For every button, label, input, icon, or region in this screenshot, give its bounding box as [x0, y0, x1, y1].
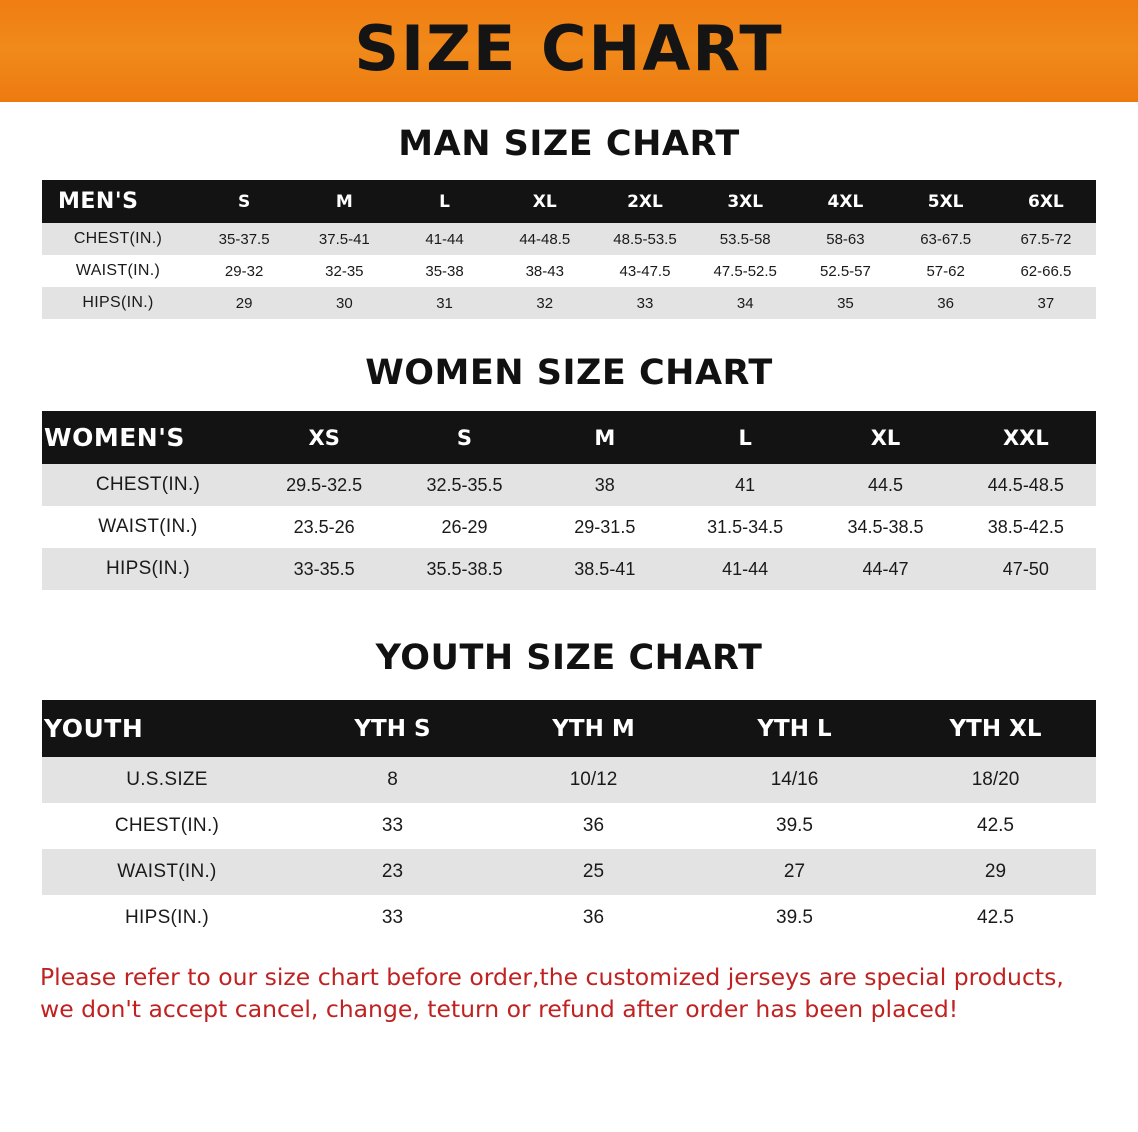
table-header-cell: WOMEN'S — [42, 411, 254, 464]
table-cell: 29-31.5 — [535, 506, 675, 548]
table-header-cell: S — [394, 411, 534, 464]
table-header-cell: YOUTH — [42, 700, 292, 757]
table-cell: 31.5-34.5 — [675, 506, 815, 548]
table-cell: 41 — [675, 464, 815, 506]
table-cell: 33 — [292, 895, 493, 941]
table-cell: 38.5-41 — [535, 548, 675, 590]
table-header-cell: L — [675, 411, 815, 464]
youth-section-title: YOUTH SIZE CHART — [375, 638, 763, 678]
table-header-cell: YTH S — [292, 700, 493, 757]
disclaimer-line-2: we don't accept cancel, change, teturn or refund after order has been placed! — [40, 995, 959, 1024]
page-banner — [0, 0, 1138, 102]
table-cell: 18/20 — [895, 757, 1096, 803]
table-cell: 47-50 — [956, 548, 1096, 590]
table-header-cell: XL — [495, 180, 595, 223]
disclaimer-line-1: Please refer to our size chart before order,the customized jerseys are special products, — [40, 963, 1064, 991]
table-cell: 39.5 — [694, 803, 895, 849]
table-cell: 36 — [896, 287, 996, 319]
table-header-cell: L — [394, 180, 494, 223]
table-header-cell: S — [194, 180, 294, 223]
table-cell: 27 — [694, 849, 895, 895]
table-cell: 36 — [493, 895, 694, 941]
man-table-wrapper — [42, 180, 1096, 319]
row-label: CHEST(IN.) — [42, 803, 292, 849]
table-cell: 14/16 — [694, 757, 895, 803]
table-row — [42, 548, 1096, 590]
table-cell: 57-62 — [896, 255, 996, 287]
table-cell: 31 — [394, 287, 494, 319]
table-row — [42, 506, 1096, 548]
table-cell: 37 — [996, 287, 1096, 319]
table-header-cell: XS — [254, 411, 394, 464]
table-cell: 35-37.5 — [194, 223, 294, 255]
table-header-cell: MEN'S — [42, 180, 194, 223]
table-cell: 35.5-38.5 — [394, 548, 534, 590]
table-cell: 38.5-42.5 — [956, 506, 1096, 548]
table-cell: 32-35 — [294, 255, 394, 287]
table-cell: 53.5-58 — [695, 223, 795, 255]
table-header-cell: M — [294, 180, 394, 223]
table-cell: 44-48.5 — [495, 223, 595, 255]
row-label: HIPS(IN.) — [42, 548, 254, 590]
table-row — [42, 895, 1096, 941]
table-cell: 36 — [493, 803, 694, 849]
disclaimer-note — [40, 961, 1098, 1026]
row-label: U.S.SIZE — [42, 757, 292, 803]
row-label: WAIST(IN.) — [42, 255, 194, 287]
table-cell: 52.5-57 — [795, 255, 895, 287]
table-cell: 38 — [535, 464, 675, 506]
table-header-cell: M — [535, 411, 675, 464]
table-cell: 34.5-38.5 — [815, 506, 955, 548]
row-label: CHEST(IN.) — [42, 464, 254, 506]
table-cell: 37.5-41 — [294, 223, 394, 255]
table-cell: 44-47 — [815, 548, 955, 590]
table-cell: 35-38 — [394, 255, 494, 287]
youth-size-table — [42, 700, 1096, 941]
table-header-cell: XXL — [956, 411, 1096, 464]
table-row — [42, 849, 1096, 895]
table-cell: 33 — [292, 803, 493, 849]
table-header-cell: 5XL — [896, 180, 996, 223]
table-row — [42, 223, 1096, 255]
table-cell: 32 — [495, 287, 595, 319]
table-cell: 42.5 — [895, 803, 1096, 849]
table-cell: 41-44 — [394, 223, 494, 255]
table-cell: 38-43 — [495, 255, 595, 287]
row-label: WAIST(IN.) — [42, 849, 292, 895]
women-table-wrapper — [42, 411, 1096, 590]
row-label: WAIST(IN.) — [42, 506, 254, 548]
table-header-cell: YTH L — [694, 700, 895, 757]
table-cell: 23 — [292, 849, 493, 895]
table-cell: 29.5-32.5 — [254, 464, 394, 506]
page-title: SIZE CHART — [354, 12, 784, 85]
table-cell: 42.5 — [895, 895, 1096, 941]
table-cell: 63-67.5 — [896, 223, 996, 255]
table-cell: 58-63 — [795, 223, 895, 255]
table-header-cell: 4XL — [795, 180, 895, 223]
women-size-table — [42, 411, 1096, 590]
youth-table-wrapper — [42, 700, 1096, 941]
table-cell: 44.5-48.5 — [956, 464, 1096, 506]
table-cell: 44.5 — [815, 464, 955, 506]
table-header-cell: 6XL — [996, 180, 1096, 223]
row-label: HIPS(IN.) — [42, 287, 194, 319]
table-cell: 43-47.5 — [595, 255, 695, 287]
table-header-cell: YTH M — [493, 700, 694, 757]
table-cell: 35 — [795, 287, 895, 319]
table-cell: 67.5-72 — [996, 223, 1096, 255]
table-header-row — [42, 411, 1096, 464]
table-header-row — [42, 700, 1096, 757]
table-row — [42, 255, 1096, 287]
table-cell: 33 — [595, 287, 695, 319]
table-cell: 29 — [194, 287, 294, 319]
table-row — [42, 464, 1096, 506]
table-header-row — [42, 180, 1096, 223]
table-cell: 39.5 — [694, 895, 895, 941]
table-row — [42, 287, 1096, 319]
table-cell: 29 — [895, 849, 1096, 895]
row-label: HIPS(IN.) — [42, 895, 292, 941]
table-cell: 25 — [493, 849, 694, 895]
table-cell: 32.5-35.5 — [394, 464, 534, 506]
table-header-cell: 2XL — [595, 180, 695, 223]
man-size-table — [42, 180, 1096, 319]
table-cell: 48.5-53.5 — [595, 223, 695, 255]
table-cell: 26-29 — [394, 506, 534, 548]
table-cell: 10/12 — [493, 757, 694, 803]
table-cell: 47.5-52.5 — [695, 255, 795, 287]
table-header-cell: YTH XL — [895, 700, 1096, 757]
table-cell: 62-66.5 — [996, 255, 1096, 287]
table-cell: 34 — [695, 287, 795, 319]
table-cell: 29-32 — [194, 255, 294, 287]
table-row — [42, 757, 1096, 803]
man-section-title: MAN SIZE CHART — [398, 124, 740, 164]
women-section-title: WOMEN SIZE CHART — [365, 353, 773, 393]
row-label: CHEST(IN.) — [42, 223, 194, 255]
table-cell: 23.5-26 — [254, 506, 394, 548]
table-header-cell: XL — [815, 411, 955, 464]
table-cell: 41-44 — [675, 548, 815, 590]
table-row — [42, 803, 1096, 849]
table-header-cell: 3XL — [695, 180, 795, 223]
table-cell: 8 — [292, 757, 493, 803]
table-cell: 33-35.5 — [254, 548, 394, 590]
table-cell: 30 — [294, 287, 394, 319]
